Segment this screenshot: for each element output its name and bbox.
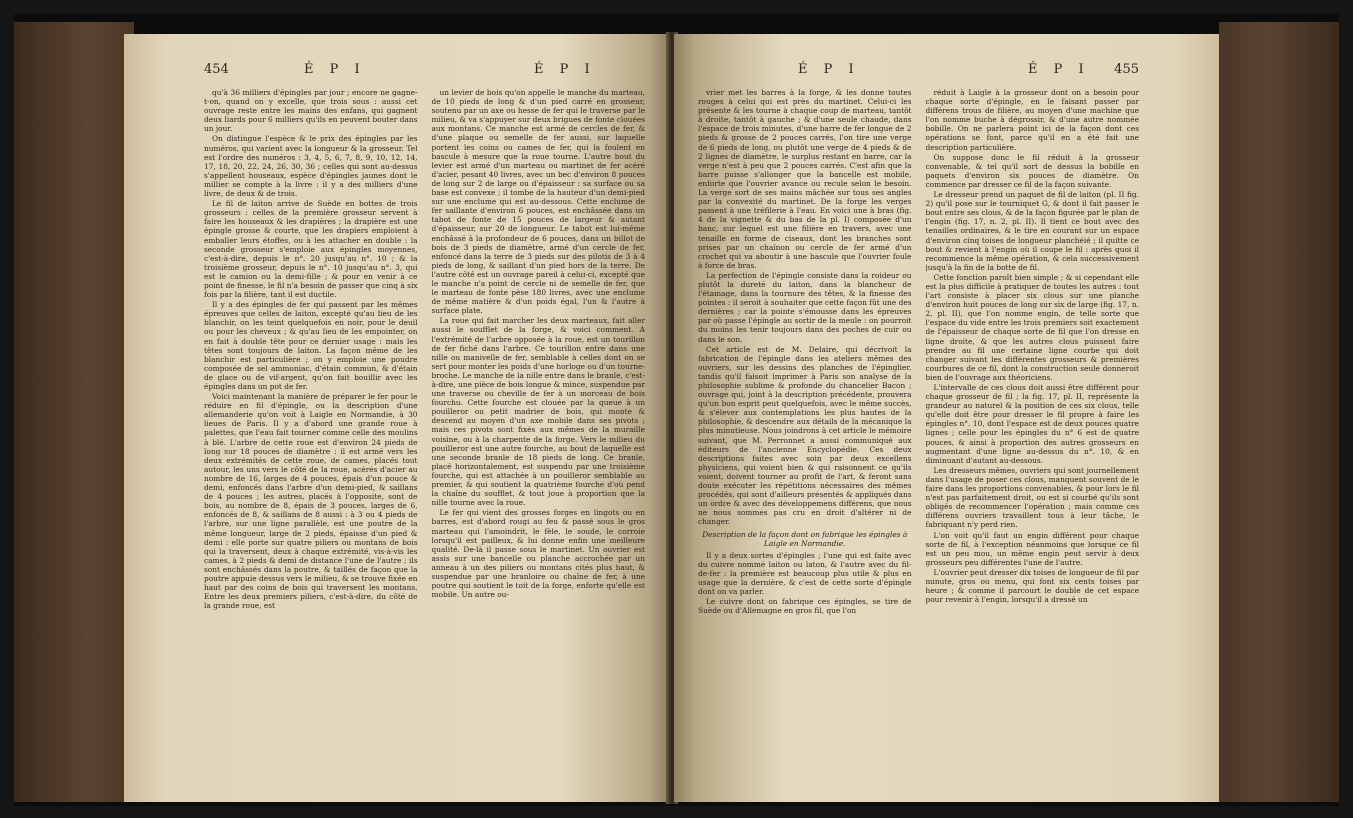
paragraph: qu'à 36 milliers d'épingles par jour ; encore ne gagne-t-on, quand on y excelle, que trois sous : aussi cet ouvrage reste entre les mains des enfans, qui gagnent deux liards pour 6 milliers qu'ils en peuvent bouter dans un jour. [204,88,418,134]
paragraph: On distingue l'espèce & le prix des épingles par les numéros, qui varient avec la longueur & la grosseur. Tel est l'ordre des numéros : 3, 4, 5, 6, 7, 8, 9, 10, 12, 14, 17, 18, 20, 22, 24, 26, 30, 36 ; celles qui sont au-dessus s'appellent houseaux, espèce d'épingles jaunes dont le millier se compte à la livre : il y a des milliers d'une livre, de deux & de trois. [204,134,418,199]
book-spread [14,14,1339,806]
paragraph: La perfection de l'épingle consiste dans la roideur ou plutôt la dureté du laiton, dans la blancheur de l'étamage, dans la tournure des têtes, & la finesse des pointes : il seroit à souhaiter que cette façon fût une des dernières ; car la pointe s'émousse dans les épreuves par où passe l'épingle au sortir de la meule : on pourroit du moins les tenir toujours dans des poches de cuir ou dans le son. [698,270,912,344]
paragraph: L'ouvrier peut dresser dix toises de longueur de fil par minute, gros ou menu, qui font six cents toises par heure ; & comme il parcourt le double de cet espace pour revenir à l'engin, lorsqu'il a dressé un [925,567,1139,605]
paragraph: La roue qui fait marcher les deux marteaux, fait aller aussi le soufflet de la forge, & voici comment. A l'extrémité de l'arbre opposée à la roue, est un tourillon de fer fiché dans l'arbre. Ce tourillon entre dans une nille ou manivelle de fer, semblable à celles dont on se sert pour monter les poids d'une horloge ou d'un tourne-broche. Le manche de la nille entre dans le branle, c'est-à-dire, une pièce de bois longue & mince, suspendue par une traverse ou cheville de fer à un morceau de bois fourchu. Cette fourche est clouée par la queue à un pouilleror ou petit madrier de bois, qui monte & descend au moyen d'un axe mobile dans ses pivots ; mais ces pivots sont fixés aux mêmes de la muraille voisine, ou à la charpente de la forge. Vers le milieu du pouilleror est une autre fourche, au bout de laquelle est une seconde branle de 18 pieds de long. Ce branle, placé horizontalement, est suspendu par une troisième fourche, qui est attachée à un pouilleror semblable au premier, & qui soutient la quatrième fourche d'où pend la chaîne du soufflet, & tout joue à proportion que la nille tourne avec la roue. [431,316,645,508]
paragraph: Cet article est de M. Delaire, qui décrivoit la fabrication de l'épingle dans les ateliers mêmes des ouvriers, sur les dessins des planches de l'épinglier, tandis qu'il faisoit imprimer à Paris son analyse de la philosophie sublime & profonde du chancelier Bacon ; ouvrage qui, joint à la description précédente, prouvera qu'un bon esprit peut quelquefois, avec le même succès, & s'élever aux contemplations les plus hautes de la philosophie, & descendre aux détails de la mécanique la plus minutieuse. Nous joindrons à cet article le mémoire suivant, que M. Perronnet a aussi communiqué aux éditeurs de l'ancienne Encyclopédie. Ces deux descriptions faites avec soin par deux excellens physiciens, qui voient bien & qui raisonnent ce qu'ils voient, doivent tourner au profit de l'art, & feront sans doute exécuter les répétitions nécessaires des mêmes procédés, qui sont d'ailleurs présentés & appliqués dans un ordre & avec des développemens différens, que nous ne nous sommes pas cru en droit d'altérer ni de changer. [698,344,912,527]
paragraph: Il y a deux sortes d'épingles ; l'une qui est faite avec du cuivre nommé laiton ou laton, & l'autre avec du fil-de-fer : la première est beaucoup plus utile & plus en usage que la dernière, & c'est de cette sorte d'épingle dont on va parler. [698,550,912,597]
paragraph: un levier de bois qu'on appelle le manche du marteau, de 10 pieds de long & d'un pied carré en grosseur, soutenu par un axe ou hesse de fer qui le traverse par le milieu, & va s'appuyer sur deux brigues de fonte clouées aux montans. Ce manche est armé de cercles de fer, & d'une plaque ou semelle de fer aussi, sur laquelle portent les coins ou cames de fer, qui la foulent en bascule à mesure que la roue tourne. L'autre bout du levier est armé d'un marteau ou martinet de fer acéré d'acier, pesant 40 livres, avec un bec d'environ 8 pouces de long sur 2 de large ou d'épaisseur : sa surface ou sa base est convexe ; il tombe de la hauteur d'un demi-pied sur une enclume qui est au-dessous. Cette enclume de fer saillante d'environ 6 pouces, est enchâssée dans un tabot de fonte de 15 pouces de largeur & autant d'épaisseur, sur 20 de longueur. Le tabot est lui-même enchâssé à la profondeur de 6 pouces, dans un billot de bois de 3 pieds de diamètre, armé d'un cercle de fer, enfoncé dans la terre de 3 pieds sur des pilotis de 3 à 4 pieds de long, & saillant d'un pied hors de la terre. De l'autre côté est un ouvrage pareil à celui-ci, excepté que le manche n'a point de cercle ni de semelle de fer, que le marteau de fonte pèse 180 livres, avec une enclume de même matière & d'un poids égal, l'un & l'autre à surface plate. [431,88,645,316]
left-running-head-2: É P I [534,62,596,77]
paragraph: vrier met les barres à la forge, & les donne toutes rouges à celui qui est près du martinet. Celui-ci les présente & les tourne à chaque coup de marteau, tantôt à droite, tantôt à gauche ; & d'une seule chaude, dans l'espace de trois minutes, d'une barre de fer longue de 2 pieds & grosse de 2 pouces carrés, l'on tire une verge de 6 pieds de long, ou plutôt une verge de 4 pieds & de 2 lignes de diamètre, le surplus restant en barre, car la verge n'est à peu que 2 pouces carrés. C'est afin que la barre puisse s'allonger que la bancelle est mobile, enforte que l'ouvrier avance ou recule selon le besoin. La verge sort de ses mains mâchée sur tous ses angles par la convexité du martinet. De la forge les verges passent à une tréfilerie à l'eau. En voici une à bras (fig. 4 de la vignette & du bas de la pl. I) composée d'un banc, sur lequel est une filière en travers, avec une tenaille en forme de ciseaux, dont les branches sont prises par un chaînon ou cercle de fer armé d'un crochet qui va aboutir à une bascule que l'ouvrier foule à force de bras. [698,88,912,270]
left-running-head-1: É P I [304,62,366,77]
right-page [674,34,1219,802]
paragraph: Les dresseurs mêmes, ouvriers qui sont journellement dans l'usage de poser ces clous, manquent souvent de le faire dans les proportions convenables, & pour lors le fil n'est pas parfaitement droit, ou est si courbé qu'ils sont obligés de recommencer l'opération ; mais comme ces différens ouvriers travaillent tous à leur tâche, le fabriquant n'y perd rien. [925,465,1139,530]
paragraph: L'intervalle de ces clous doit aussi être différent pour chaque grosseur de fil ; la fig. 17, pl. II, représente la grandeur au naturel & la position de ces six clous, telle qu'elle doit être pour dresser le fil propre à faire les épingles n°. 10, dont l'espace est de deux pouces quatre lignes ; celle pour les épingles du n° 6 est de quatre pouces, & ainsi à proportion des autres grosseurs en augmentant d'une ligne au-dessus du n°. 10, & en diminuant d'autant au-dessous. [925,383,1139,465]
left-page-number: 454 [204,62,229,77]
left-page-header [204,62,645,88]
left-page [124,34,669,802]
paragraph: Le dresseur prend un paquet de fil de laiton (pl. II fig. 2) qu'il pose sur le tourniquet G, & dont il fait passer le bout entre ses clous, & de la façon figurée par le plan de l'engin (fig. 17, n. 2, pl. II). Il tient ce bout avec des tenailles ordinaires, & le tire en courant sur un espace d'environ cinq toises de longueur planchéié ; il quitte ce bout & revient à l'engin où il coupe le fil : après quoi il recommence la même opération, & cela successivement jusqu'à la fin de la botte de fil. [925,190,1139,272]
paragraph: Le cuivre dont on fabrique ces épingles, se tire de Suède ou d'Allemagne en gros fil, que l'on [698,597,912,616]
paragraph: Le fer qui vient des grosses forges en lingots ou en barres, est d'abord rougi au feu & passé sous le gros marteau qui l'amoindrit, le fèle, le soude, le corroie lorsqu'il est pailleux, & lui donne enfin une meilleure qualité. De-là il passe sous le martinet. Un ouvrier est assis sur une bancelle ou planche accrochée par un anneau à un des piliers ou montans cités plus haut, & suspendue par une branloire ou chaîne de fer, à une poutre qui soutient le toit de la forge, enforte qu'elle est mobile. Un autre ou- [431,508,645,600]
right-page-number: 455 [1114,62,1139,77]
paragraph: Le fil de laiton arrive de Suède en bottes de trois grosseurs : celles de la première grosseur servent à faire les houseaux & les drapières ; la drapière est une épingle grosse & courte, que les drapiers emploient à emballer leurs étoffes, ou à les attacher en double : la seconde grosseur s'emploie aux épingles moyennes, c'est-à-dire, depuis le n°. 20 jusqu'au n°. 10 ; & la troisième grosseur, depuis le n°. 10 jusqu'au n°. 3, qui est le camion ou la demi-fille ; & pour en venir à ce point de finesse, le fil n'a besoin de passer que cinq à six fois par la filière, tant il est ductile. [204,199,418,300]
paragraph: Voici maintenant la manière de préparer le fer pour le réduire en fil d'épingle, ou la description d'une allemanderie qu'on voit à Laigle en Normandie, à 30 lieues de Paris. Il y a d'abord une grande roue à palettes, que l'eau fait tourner comme celle des moulins à blé. L'arbre de cette roue est d'environ 24 pieds de long sur 18 pouces de diamètre : il est armé vers les deux extrémités de cette roue, de cames, placés tout autour, les uns vers le côté de la roue, acérés d'acier au nombre de 16, larges de 4 pouces, épais d'un pouce & demi, enfoncés dans l'arbre d'un demi-pied, & saillans de 4 pouces ; les autres, placés à l'opposite, sont de bois, au nombre de 8, épais de 3 pouces, larges de 6, enfoncés de 8, & saillans de 8 aussi : à 3 ou 4 pieds de l'arbre, sur une ligne parallèle, est une poutre de la même longueur, large de 2 pieds, épaisse d'un pied & demi : elle porte sur quatre piliers ou montans de bois qui la traversent, deux à chaque extrémité, vis-à-vis les cames, à 2 pieds & demi de distance l'une de l'autre ; ils sont enchâssés dans la poutre, & taillés de façon que la poutre appuie dessus vers le milieu, & se trouve fixée en haut par des coins de bois qui traversent les montans. Entre les deux premiers piliers, c'est-à-dire, du côté de la grande roue, est [204,392,418,611]
paragraph: On suppose donc le fil réduit à la grosseur convenable, & tel qu'il sort de dessus la bobille en paquets d'environ six pouces de diamètre. On commence par dresser ce fil de la façon suivante. [925,152,1139,189]
paragraph: réduit à Laigle à la grosseur dont on a besoin pour chaque sorte d'épingle, en le faisant passer par différens trous de filière, au moyen d'une machine que l'on nomme buche à dégrossir, & d'une autre nommée bobille. On ne parlera point ici de la façon dont ces opérations se font, parce qu'il en a été fait une description particulière. [925,88,1139,152]
cover-left-edge [14,22,134,802]
cover-right-edge [1219,22,1339,802]
paragraph: Il y a des épingles de fer qui passent par les mêmes épreuves que celles de laiton, excepté qu'au lieu de les blanchir, on les teint quelquefois en noir, pour le deuil ou pour les cheveux ; & qu'au lieu de les empointer, on en fait à double tête pour ce dernier usage : mais les têtes sont toujours de laiton. La façon même de les blanchir est particulière ; on y emploie une poudre composée de sel ammoniac, d'étain commun, & d'étain de glace ou de vif-argent, qu'on fait bouillir avec les épingles dans un pot de fer. [204,300,418,391]
right-running-head-1: É P I [798,62,860,77]
right-page-column-2 [926,88,1140,788]
left-page-column-2 [432,88,646,788]
section-heading: Description de la façon dont on fabrique les épingles à Laigle en Normandie. [702,529,908,548]
right-running-head-2: É P I [1028,62,1090,77]
right-page-header [698,62,1139,88]
paragraph: Cette fonction paroît bien simple ; & si cependant elle est la plus difficile à pratiquer de toutes les autres : tout l'art consiste à placer six clous sur une planche d'environ huit pouces de long sur six de large (fig. 17, n. 2, pl. II), que l'on nomme engin, de telle sorte que l'espace du vide entre les trois premiers soit exactement de l'épaisseur de chaque sorte de fil que l'on dresse en ligne droite, & que les autres clous puissent faire prendre au fil une certaine ligne courbe qui doit changer suivant les différentes grosseurs & premières courbures de ce fil, dont la construction seule donneroit bien de l'ouvrage aux théoriciens. [925,272,1139,382]
right-page-column-1 [698,88,912,788]
left-page-column-1 [204,88,418,788]
paragraph: L'on voit qu'il faut un engin différent pour chaque sorte de fil, à l'exception néanmoins que lorsque ce fil est un peu mou, un même engin peut servir à deux grosseurs peu différentes l'une de l'autre. [925,530,1139,567]
